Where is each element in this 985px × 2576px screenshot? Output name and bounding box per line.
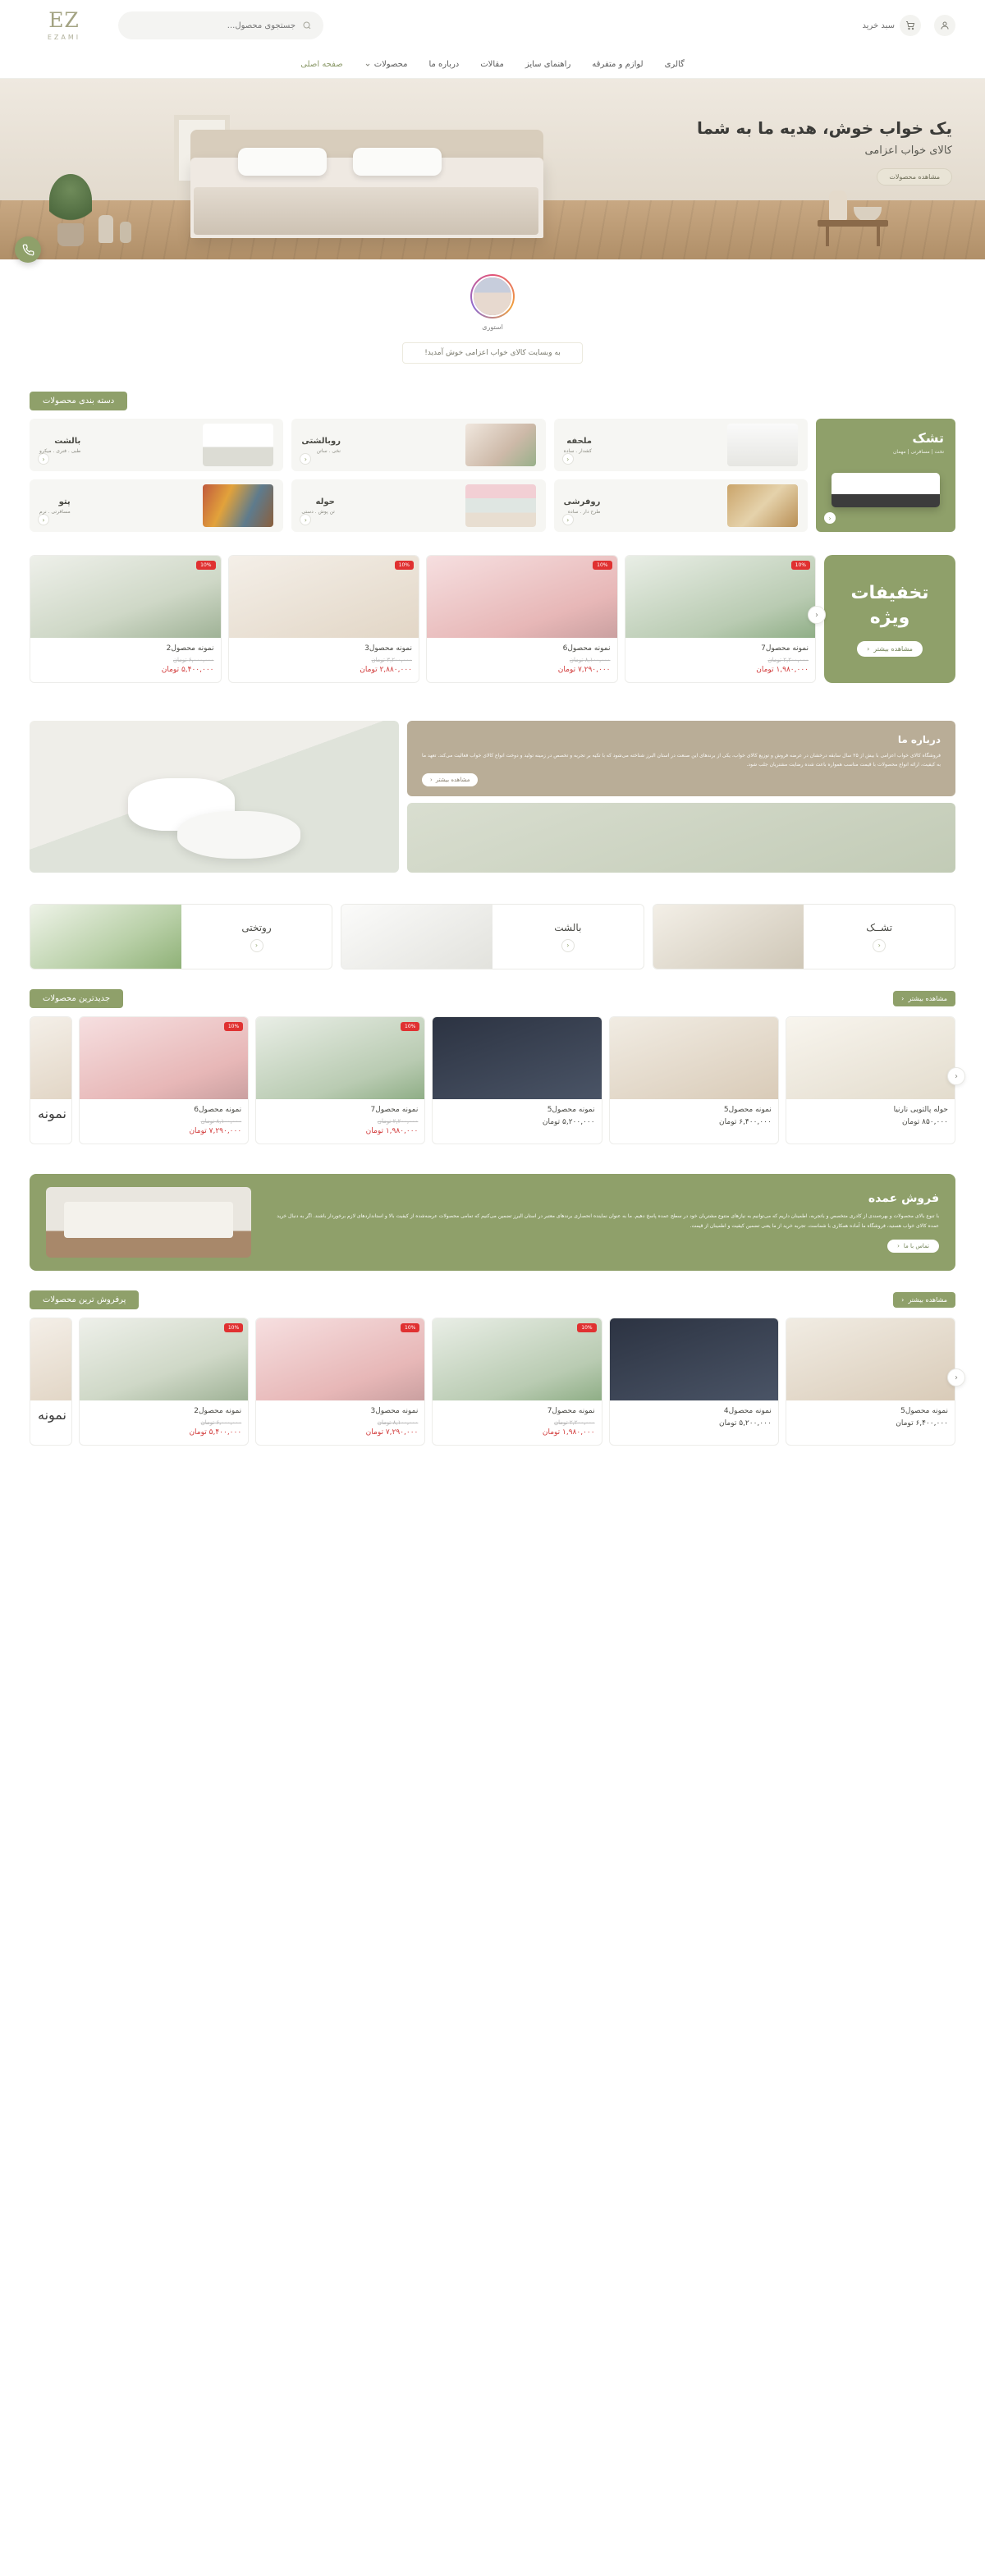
category-name: بالشت [54, 436, 81, 446]
nav-item-home[interactable]: صفحه اصلی [300, 60, 343, 69]
category-name: ملحفه [566, 436, 592, 446]
user-icon [934, 15, 955, 36]
product-name: نمونه محصول3 [370, 1407, 419, 1415]
category-sub: تن پوش . دستی [301, 508, 335, 515]
newest-more-label: مشاهده بیشتر [908, 995, 947, 1002]
product-card[interactable] [432, 1016, 602, 1144]
product-card[interactable] [255, 1318, 425, 1446]
category-sub: نخی . ساتن [316, 447, 341, 454]
wholesale-image [46, 1187, 251, 1258]
bestseller-title: پرفروش ترین محصولات [30, 1290, 139, 1309]
category-card-blanket[interactable] [30, 479, 283, 532]
category-big-name: تشک [912, 430, 944, 446]
bestseller-more-button[interactable] [893, 1292, 955, 1308]
category-sub: کشدار . ساده [563, 447, 592, 454]
arrow-left-icon: ‹ [561, 939, 575, 952]
category-sub: طرح دار . ساده [567, 508, 601, 515]
feature-card-bedcover[interactable] [30, 904, 332, 969]
product-price: ۷,۲۹۰,۰۰۰ تومان [365, 1428, 419, 1437]
nav-item-about[interactable]: درباره ما [428, 60, 460, 69]
product-price: ۵,۴۰۰,۰۰۰ تومان [189, 1428, 242, 1437]
product-image [229, 556, 419, 638]
hero-cta-button[interactable]: مشاهده محصولات [877, 168, 952, 186]
product-image [80, 1318, 248, 1400]
product-name: نمونه محصول5 [547, 1106, 595, 1114]
product-image [786, 1318, 955, 1400]
product-card[interactable] [432, 1318, 602, 1446]
feature-card-pillow[interactable] [341, 904, 644, 969]
product-price: ۵,۲۰۰,۰۰۰ تومان [542, 1118, 595, 1126]
wholesale-contact-button[interactable] [887, 1240, 939, 1253]
feature-image [653, 905, 804, 969]
category-image [727, 484, 798, 527]
product-price: ۸۵۰,۰۰۰ تومان [901, 1118, 948, 1126]
about-more-button[interactable] [422, 773, 478, 786]
discount-badge: 10% [196, 561, 215, 570]
product-name: نمونه محصول2 [166, 644, 214, 653]
category-card-mattress[interactable] [816, 419, 955, 532]
arrow-left-icon: ‹ [867, 645, 870, 653]
product-old-price: ۲,۲۰۰,۰۰۰ تومان [377, 1118, 419, 1125]
nav-item-articles[interactable]: مقالات [480, 60, 504, 69]
product-image [30, 556, 221, 638]
product-name: نمونه محصول3 [364, 644, 412, 653]
product-card[interactable] [609, 1016, 779, 1144]
product-name: نمونه محصول7 [547, 1407, 595, 1415]
category-card-pillowcase[interactable] [291, 419, 545, 471]
category-image [465, 484, 536, 527]
wholesale-button-label: تماس با ما [903, 1243, 929, 1249]
feature-name: بالشت [554, 921, 582, 933]
product-card-peek[interactable] [30, 1318, 72, 1446]
product-name: نمونه محصول7 [370, 1106, 419, 1114]
product-price: ۵,۲۰۰,۰۰۰ تومان [719, 1419, 772, 1428]
newest-header [30, 989, 955, 1008]
site-logo[interactable] [25, 5, 103, 46]
carousel-prev-button[interactable]: ‹ [808, 606, 826, 624]
newest-title: جدیدترین محصولات [30, 989, 123, 1008]
arrow-left-icon: ‹ [873, 939, 886, 952]
feature-image [341, 905, 492, 969]
product-image [80, 1017, 248, 1099]
product-name: نمونه محصول7 [761, 644, 809, 653]
wholesale-banner [30, 1174, 955, 1271]
product-card[interactable] [625, 555, 817, 683]
about-textbox [407, 721, 955, 796]
product-card[interactable] [255, 1016, 425, 1144]
arrow-left-icon: ‹ [430, 777, 433, 783]
chevron-down-icon [364, 62, 371, 68]
product-price: ۱,۹۸۰,۰۰۰ تومان [756, 666, 809, 674]
product-card[interactable] [79, 1318, 249, 1446]
discount-title-1: تخفیفات [850, 582, 929, 603]
feature-card-mattress[interactable] [653, 904, 955, 969]
discount-badge: 10% [224, 1022, 243, 1031]
product-price: ۷,۲۹۰,۰۰۰ تومان [557, 666, 611, 674]
hero-copy [697, 118, 952, 186]
discount-section [0, 555, 985, 683]
cart-action[interactable] [862, 15, 921, 36]
product-image [433, 1017, 601, 1099]
nav-products-label: محصولات [373, 60, 408, 69]
product-old-price: ۸,۱۰۰,۰۰۰ تومان [377, 1419, 419, 1426]
cart-icon [900, 15, 921, 36]
feature-cards [0, 904, 985, 969]
carousel-prev-button[interactable]: ‹ [947, 1067, 965, 1085]
product-old-price: ۲,۲۰۰,۰۰۰ تومان [767, 657, 809, 663]
product-name: نمونه محصول4 [723, 1407, 772, 1415]
category-sub: مسافرتی . نرم [39, 508, 71, 515]
arrow-left-icon: ‹ [38, 453, 49, 465]
arrow-left-icon: ‹ [250, 939, 263, 952]
about-title: درباره ما [897, 734, 941, 745]
product-price: ۶,۴۰۰,۰۰۰ تومان [896, 1419, 948, 1428]
feature-image [30, 905, 181, 969]
product-price: ۵,۴۰۰,۰۰۰ تومان [161, 666, 214, 674]
floating-call-button[interactable] [15, 236, 41, 263]
bestseller-header [30, 1290, 955, 1309]
nav-item-sizeguide[interactable]: راهنمای سایز [525, 60, 571, 69]
discount-promo-box [824, 555, 955, 683]
story-thumbnail [472, 276, 513, 317]
product-name: نمونه محصول6 [562, 644, 611, 653]
discount-product-carousel [30, 555, 816, 683]
story-band [0, 259, 985, 372]
discount-badge: 10% [401, 1022, 419, 1031]
product-card[interactable] [609, 1318, 779, 1446]
wholesale-body: با تنوع بالای محصولات و بهره‌مندی از کادری متخصص و باتجربه، اطمینان داریم که می‌توانیم به نیازهای متنوع مشتریان خود در سطح عمده پاسخ دهیم. ما به عنوان نماینده انحصاری برندهای معتبر در استان البرز تضمین می‌کنیم که تمامی محصولات عرضه‌شده از کیفیت بالا و استاندارد‌های لازم برخوردار باشند. اگر به دنبال خرید عمده کالای خواب هستید، فروشگاه ما آماده همکاری با شماست. تجربه خرید از ما یعنی تضمین کیفیت و اطمینان از قیمت. [277, 1213, 939, 1229]
product-image [610, 1318, 778, 1400]
product-name: نمونه محصول5 [900, 1407, 948, 1415]
product-image [433, 1318, 601, 1400]
product-image [427, 556, 617, 638]
product-card-peek[interactable] [30, 1016, 72, 1144]
arrow-left-icon: ‹ [300, 453, 311, 465]
discount-badge: 10% [395, 561, 414, 570]
product-card[interactable] [786, 1318, 955, 1446]
category-name: حوله [315, 497, 335, 506]
mattress-image [832, 473, 940, 507]
product-name: حوله پالتویی نارنیا [893, 1106, 948, 1114]
nav-item-accessories[interactable]: لوازم و متفرقه [592, 60, 644, 69]
product-image [30, 1318, 71, 1400]
search-box[interactable] [118, 11, 323, 39]
category-image [727, 424, 798, 466]
category-image [203, 484, 273, 527]
product-old-price: ۸,۱۰۰,۰۰۰ تومان [200, 1118, 242, 1125]
feature-name: روتختی [241, 921, 272, 933]
newest-product-row [0, 1016, 985, 1144]
nav-item-products[interactable] [364, 60, 408, 69]
discount-badge: 10% [577, 1323, 596, 1332]
product-name: نمونه محصول6 [194, 1106, 242, 1114]
discount-more-button[interactable] [857, 641, 923, 657]
feature-name: تشــک [866, 921, 893, 933]
wholesale-text [266, 1192, 939, 1253]
product-card[interactable] [786, 1016, 955, 1144]
logo-mark: EZ [48, 8, 80, 32]
newest-more-button[interactable] [893, 991, 955, 1006]
discount-badge: 10% [401, 1323, 419, 1332]
product-price: ۷,۲۹۰,۰۰۰ تومان [189, 1127, 242, 1135]
product-name: نمونه [37, 1106, 66, 1121]
arrow-left-icon: ‹ [901, 995, 905, 1002]
discount-title-2: ویژه [869, 607, 910, 628]
arrow-left-icon: ‹ [300, 514, 311, 525]
product-card[interactable] [30, 555, 222, 683]
main-nav [0, 51, 985, 79]
product-old-price: ۲,۲۰۰,۰۰۰ تومان [554, 1419, 595, 1426]
product-image [786, 1017, 955, 1099]
hero-banner [0, 79, 985, 259]
category-image [203, 424, 273, 466]
page-bottom-space [0, 1446, 985, 1465]
category-image [465, 424, 536, 466]
about-body: فروشگاه کالای خواب اعزامی با بیش از ۲۵ سال سابقه درخشان در عرضه فروش و توزیع کالای خواب، یکی از برندهای این صنعت در استان البرز شناخته می‌شود که با تکیه بر تجربه و تخصص در زمینه تولید و دوخت انواع کالای خواب فعالیت می‌کند. تعهد ما به کیفیت، ارائه انواع محصولات با قیمت مناسب همواره باعث شده رضایت مشتریان جلب شود. [422, 753, 941, 768]
account-action[interactable] [934, 15, 955, 36]
product-image [610, 1017, 778, 1099]
product-image [256, 1017, 424, 1099]
arrow-left-icon: ‹ [901, 1296, 905, 1304]
wholesale-title: فروش عمده [868, 1192, 939, 1205]
carousel-prev-button[interactable]: ‹ [947, 1368, 965, 1387]
category-big-sub: تخت | مسافرتی | مهمان [892, 449, 944, 455]
category-name: پتو [58, 497, 71, 506]
product-name: نمونه محصول2 [194, 1407, 242, 1415]
story-label: استوری [482, 323, 503, 331]
product-card[interactable] [426, 555, 618, 683]
categories-header [30, 392, 955, 410]
search-icon [302, 21, 312, 30]
product-price: ۶,۴۰۰,۰۰۰ تومان [719, 1118, 772, 1126]
discount-badge: 10% [791, 561, 810, 570]
category-name: روبالشتی [301, 436, 341, 446]
product-name: نمونه [37, 1407, 66, 1423]
categories-title: دسته بندی محصولات [30, 392, 127, 410]
category-name: روفرشی [563, 497, 601, 506]
about-main-image [30, 721, 399, 873]
product-name: نمونه محصول5 [723, 1106, 772, 1114]
hero-title: یک خواب خوش، هدیه ما به شما [697, 118, 952, 138]
about-section [0, 721, 985, 873]
product-price: ۲,۸۸۰,۰۰۰ تومان [360, 666, 412, 674]
arrow-left-icon: ‹ [562, 514, 574, 525]
bestseller-more-label: مشاهده بیشتر [908, 1296, 947, 1304]
product-image [625, 556, 816, 638]
about-secondary-image [407, 803, 955, 873]
product-price: ۱,۹۸۰,۰۰۰ تومان [365, 1127, 419, 1135]
category-grid [0, 419, 985, 532]
hero-subtitle: کالای خواب اعزامی [864, 144, 952, 157]
category-sub: طبی . فنری . میکرو [39, 447, 81, 454]
category-card-rugcover[interactable] [554, 479, 808, 532]
product-old-price: ۶,۰۰۰,۰۰۰ تومان [200, 1419, 242, 1426]
category-card-towel[interactable] [291, 479, 545, 532]
top-actions [862, 15, 955, 36]
product-image [256, 1318, 424, 1400]
product-card[interactable] [79, 1016, 249, 1144]
product-price: ۱,۹۸۰,۰۰۰ تومان [542, 1428, 595, 1437]
discount-badge: 10% [593, 561, 612, 570]
cart-label: سبد خرید [862, 21, 895, 30]
bestseller-product-row [0, 1318, 985, 1446]
discount-badge: 10% [224, 1323, 243, 1332]
arrow-left-icon: ‹ [897, 1243, 900, 1249]
story-bubble[interactable] [470, 274, 515, 319]
nav-item-gallery[interactable]: گالری [664, 60, 685, 69]
arrow-left-icon: ‹ [562, 453, 574, 465]
about-more-label: مشاهده بیشتر [435, 777, 470, 783]
product-old-price: ۸,۱۰۰,۰۰۰ تومان [569, 657, 611, 663]
product-old-price: ۳,۲۰۰,۰۰۰ تومان [371, 657, 412, 663]
search-input[interactable] [130, 21, 296, 30]
top-bar [0, 0, 985, 51]
product-image [30, 1017, 71, 1099]
discount-more-label: مشاهده بیشتر [873, 645, 913, 653]
arrow-left-icon: ‹ [824, 512, 836, 524]
logo-name: EZAMI [47, 34, 81, 41]
welcome-message: به وبسایت کالای خواب اعزامی خوش آمدید! [402, 342, 583, 364]
category-card-pillow[interactable] [30, 419, 283, 471]
arrow-left-icon: ‹ [38, 514, 49, 525]
product-old-price: ۶,۰۰۰,۰۰۰ تومان [172, 657, 214, 663]
product-card[interactable] [228, 555, 420, 683]
category-card-sheet[interactable] [554, 419, 808, 471]
